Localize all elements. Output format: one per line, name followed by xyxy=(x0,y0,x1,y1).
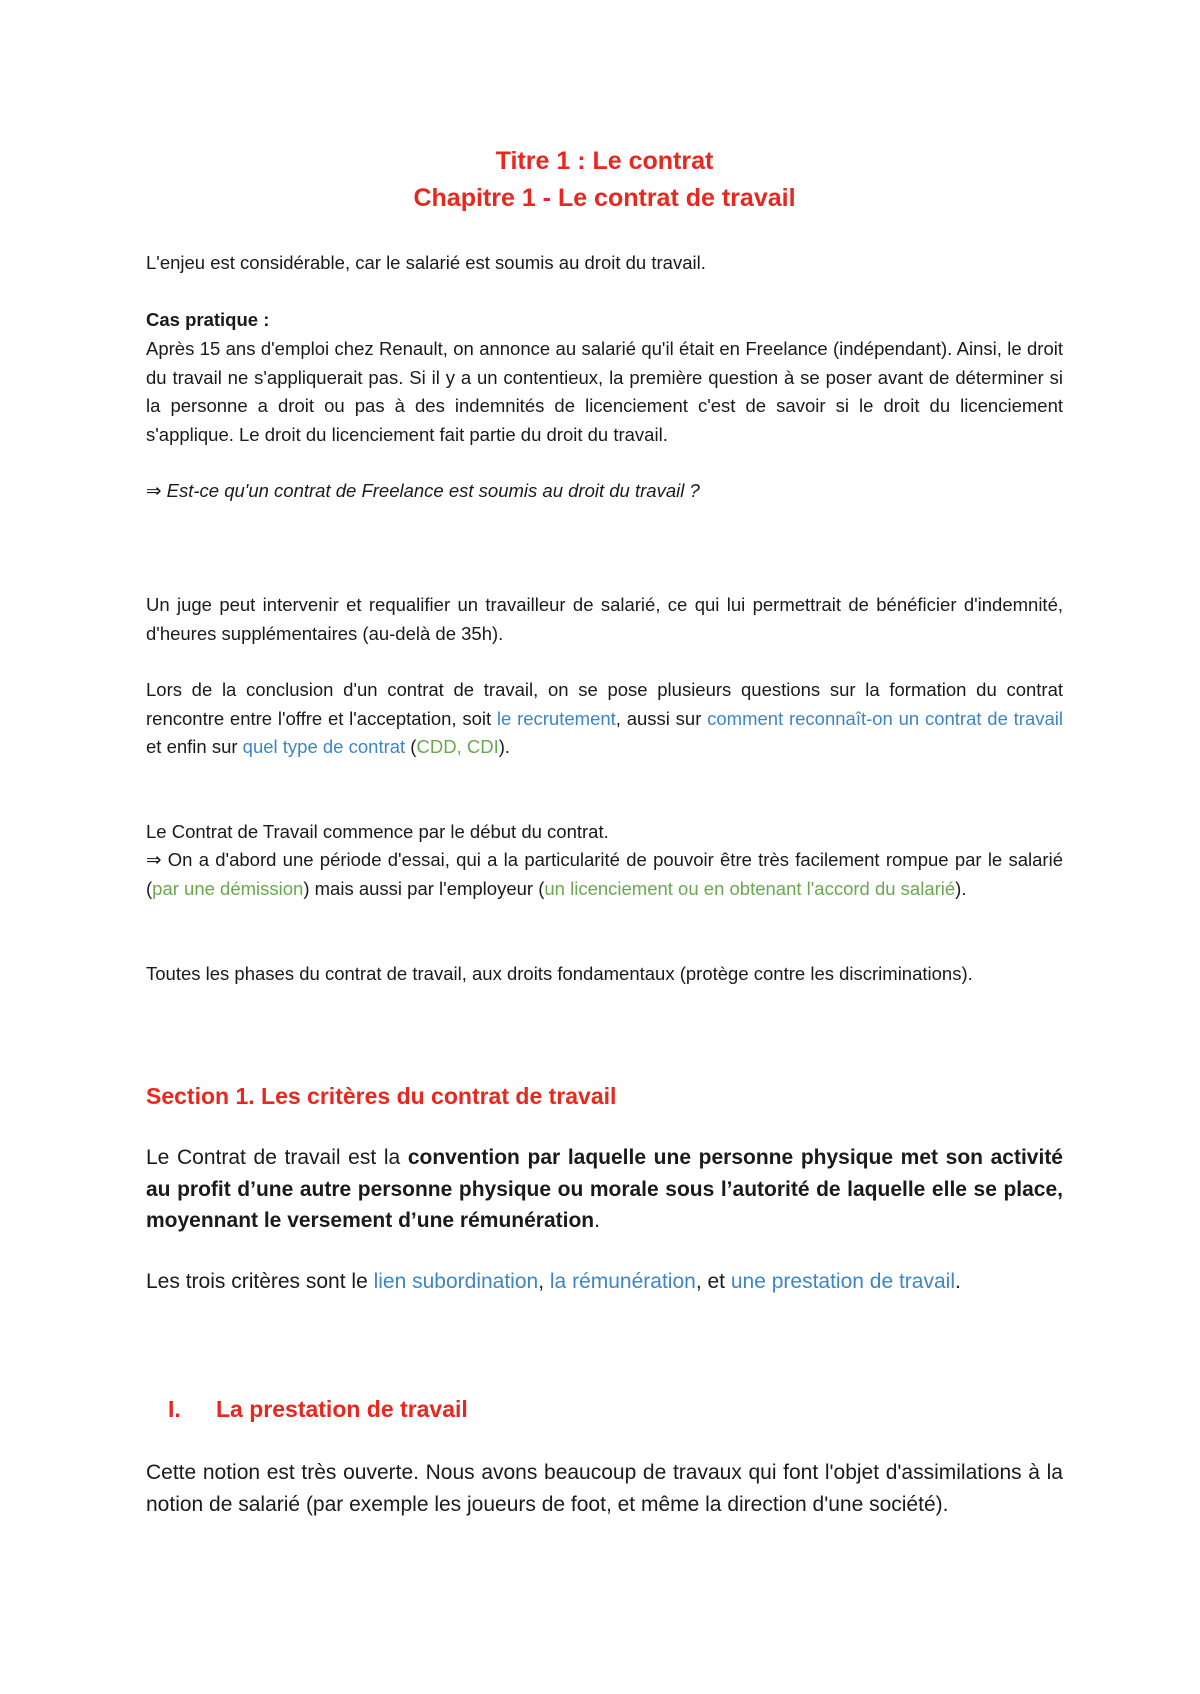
subsection-1-title: La prestation de travail xyxy=(216,1396,468,1422)
definition-paragraph xyxy=(146,1142,1063,1237)
phases-paragraph: Toutes les phases du contrat de travail, aux droits fondamentaux (protège contre les discriminations). xyxy=(146,963,973,984)
essai-text-3: ). xyxy=(955,877,967,899)
lors-text-5: ). xyxy=(498,736,511,757)
section-1-title: Section 1. Les critères du contrat de travail xyxy=(146,1083,617,1109)
intro-paragraph: L'enjeu est considérable, car le salarié est soumis au droit du travail. xyxy=(146,252,706,273)
recrutement-highlight: le recrutement xyxy=(496,707,616,729)
reconnaitre-highlight: comment reconnaît-on un contrat de travail xyxy=(707,707,1063,729)
essai-text-1: ⇒ On a d'abord une période d'essai, qui a la particularité de pouvoir être très facilement rompue par le salarié ( xyxy=(146,849,1063,899)
criteres-text-4: . xyxy=(954,1270,961,1293)
lors-text-3: et enfin sur xyxy=(146,736,243,757)
type-contrat-highlight: quel type de contrat xyxy=(242,736,406,757)
prestation-highlight: une prestation de travail xyxy=(730,1270,955,1293)
definition-bold: convention par laquelle une personne physique met son activité au profit d’une autre personne physique ou morale sous l’autorité de laquelle elle se place, moyennant le versement d’une rémunération xyxy=(146,1146,1063,1232)
case-body: Après 15 ans d'emploi chez Renault, on annonce au salarié qu'il était en Freelance (indépendant). Ainsi, le droit du travail ne s'appliquerait pas. Si il y a un contentieux, la première question à se poser avant de déterminer si la personne a droit ou pas à des indemnités de licenciement c'est de savoir si le droit du licenciement s'applique. Le droit du licenciement fait partie du droit du travail. xyxy=(146,338,1063,445)
document-title: Titre 1 : Le contrat xyxy=(495,147,714,175)
subsection-1-number: I. xyxy=(168,1396,181,1422)
subsection-1-heading xyxy=(146,1393,468,1425)
essai-paragraph xyxy=(146,846,1063,903)
definition-text-1: Le Contrat de travail est la xyxy=(146,1146,408,1169)
lien-subordination-highlight: lien subordination xyxy=(373,1270,539,1293)
case-heading: Cas pratique : xyxy=(146,309,270,330)
lors-text-2: , aussi sur xyxy=(615,707,708,729)
cdd-cdi-highlight: CDD, CDI xyxy=(416,736,499,757)
criteres-text-1: Les trois critères sont le xyxy=(146,1270,374,1293)
lors-text-1: Lors de la conclusion d'un contrat de travail, on se pose plusieurs questions sur la formation du contrat rencontre entre l'offre et l'acceptation, soit xyxy=(146,679,1063,729)
essai-text-2: ) mais aussi par l'employeur ( xyxy=(303,877,545,899)
definition-text-2: . xyxy=(594,1209,600,1232)
case-question: ⇒ Est-ce qu'un contrat de Freelance est soumis au droit du travail ? xyxy=(146,480,700,501)
notion-paragraph: Cette notion est très ouverte. Nous avons beaucoup de travaux qui font l'objet d'assimilations à la notion de salarié (par exemple les joueurs de foot, et même la direction d'une société). xyxy=(146,1461,1063,1516)
criteres-text-3: , et xyxy=(695,1270,731,1293)
remuneration-highlight: la rémunération xyxy=(549,1270,696,1293)
criteres-text-2: , xyxy=(538,1270,550,1293)
juge-paragraph: Un juge peut intervenir et requalifier un travailleur de salarié, ce qui lui permettrait de bénéficier d'indemnité, d'heures supplémentaires (au-delà de 35h). xyxy=(146,594,1063,644)
lors-text-4: ( xyxy=(405,736,417,757)
contrat-debut-paragraph: Le Contrat de Travail commence par le début du contrat. xyxy=(146,821,609,842)
licenciement-highlight: un licenciement ou en obtenant l'accord du salarié xyxy=(544,877,956,899)
lors-paragraph xyxy=(146,676,1063,762)
demission-highlight: par une démission xyxy=(152,877,304,899)
chapter-title: Chapitre 1 - Le contrat de travail xyxy=(413,184,796,212)
criteres-paragraph xyxy=(146,1266,1063,1298)
